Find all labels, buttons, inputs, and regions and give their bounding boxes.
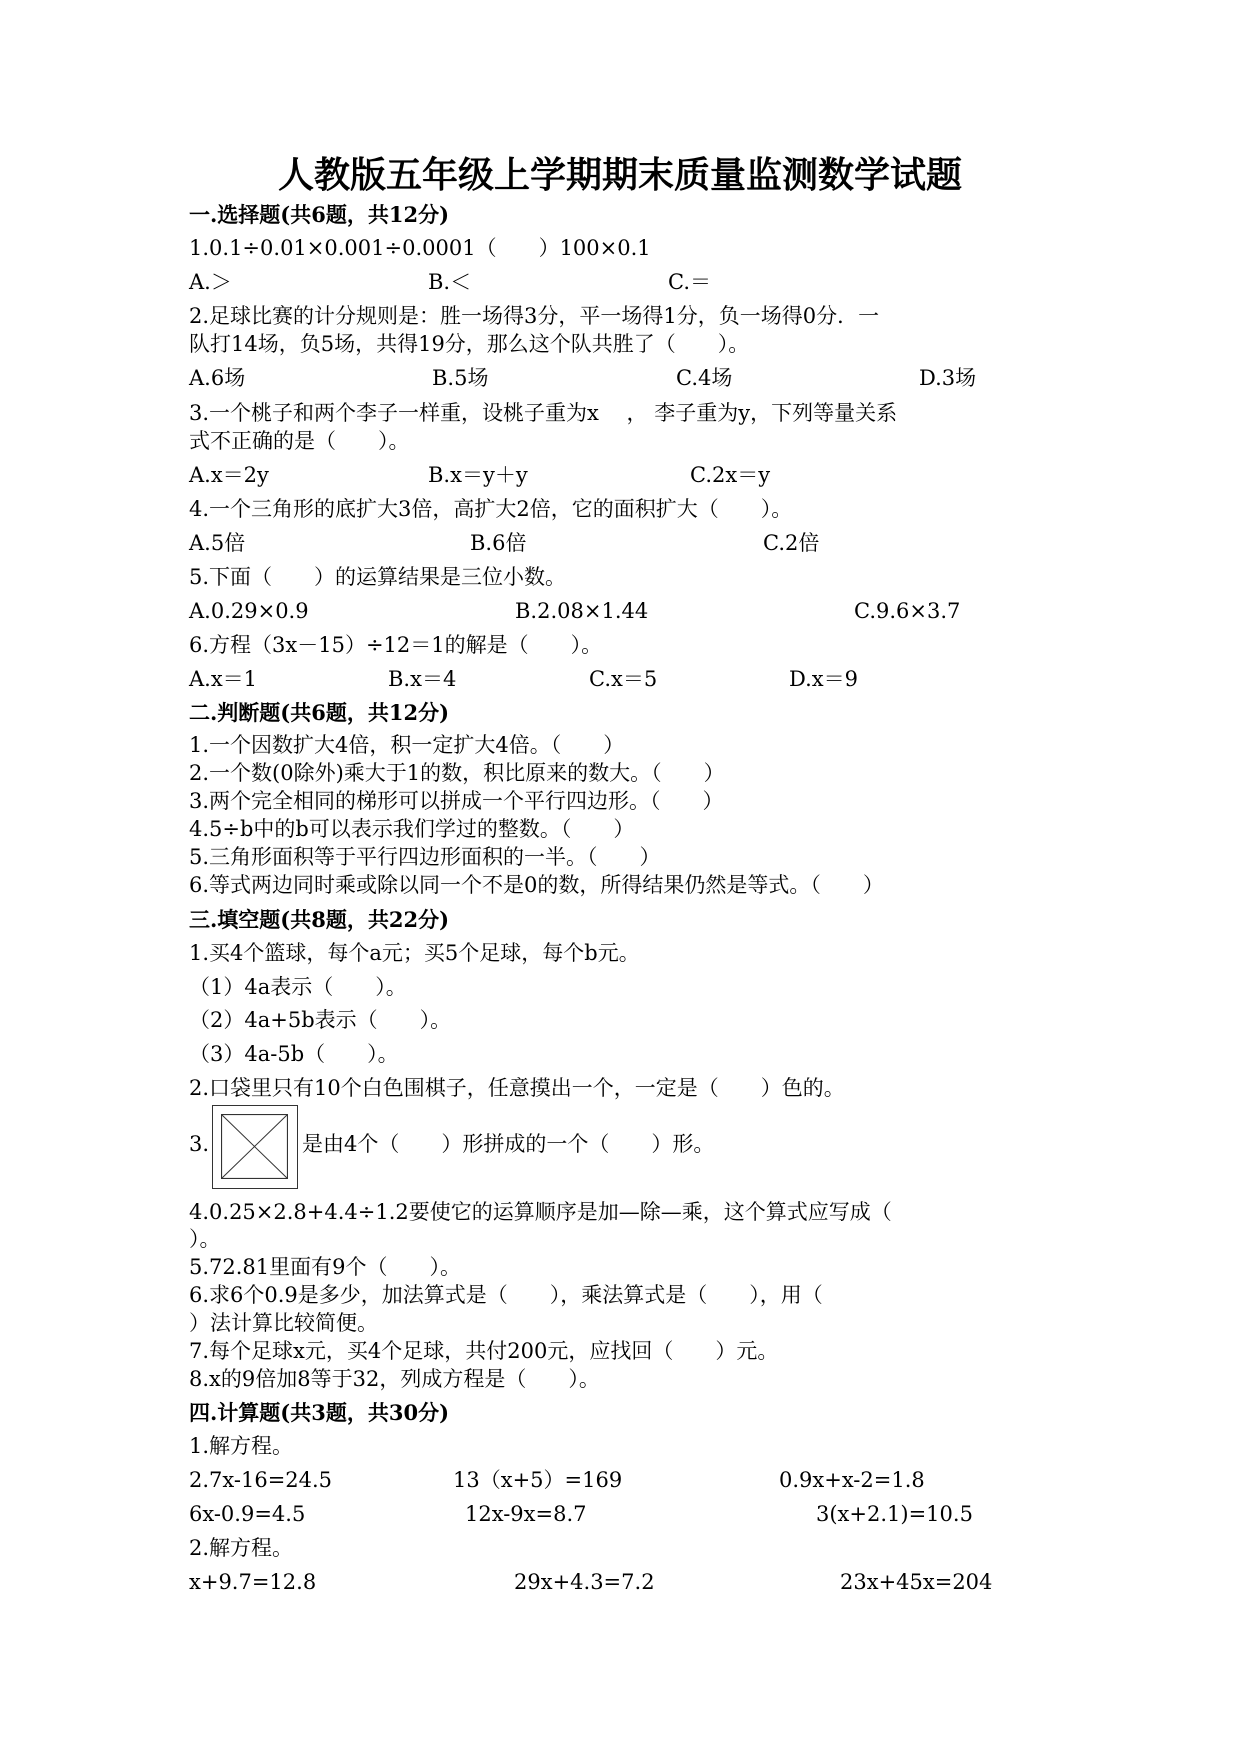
square-figure [212,1105,298,1189]
question-text: 1.解方程。 [189,1434,294,1458]
question-text: 4.一个三角形的底扩大3倍，高扩大2倍，它的面积扩大（ ）。 [189,497,793,521]
option: B.5场 [432,366,489,390]
question-text: 6.方程（3x－15）÷12＝1的解是（ ）。 [189,633,603,657]
option: B.x＝4 [388,667,457,691]
square-diagonals-diagram [221,1114,288,1179]
question-text: 2.解方程。 [189,1536,294,1560]
question-number: 3. [189,1132,210,1156]
question-text: 式不正确的是（ ）。 [189,429,410,453]
question-text: 1.买4个篮球，每个a元；买5个足球，每个b元。 [189,941,640,965]
option: C.4场 [676,366,733,390]
equation: 13（x+5）=169 [453,1468,623,1492]
question-text: 4.0.25×2.8+4.4÷1.2要使它的运算顺序是加—除—乘，这个算式应写成（ [189,1200,892,1224]
option: A.x＝2y [189,463,269,487]
option: A.6场 [189,366,246,390]
question-text: 队打14场，负5场，共得19分，那么这个队共胜了（ ）。 [189,332,750,356]
question-text: 5.下面（ ）的运算结果是三位小数。 [189,565,567,589]
question-text: 6.求6个0.9是多少，加法算式是（ ），乘法算式是（ ），用（ [189,1283,823,1307]
option: A.x＝1 [189,667,258,691]
equation: x+9.7=12.8 [189,1570,317,1594]
equation: 3(x+2.1)=10.5 [816,1502,973,1526]
question-text: ）。 [189,1227,221,1251]
sub-question: （1）4a表示（ ）。 [189,975,407,999]
option: B.x＝y＋y [428,463,528,487]
equation: 23x+45x=204 [840,1570,993,1594]
equation: 29x+4.3=7.2 [514,1570,655,1594]
option: C.2x＝y [690,463,771,487]
judge-item: 6.等式两边同时乘或除以同一个不是0的数，所得结果仍然是等式。（ ） [189,873,884,897]
question-text: 1.0.1÷0.01×0.001÷0.0001（ ）100×0.1 [189,236,651,260]
option: B.6倍 [470,531,527,555]
judge-item: 1.一个因数扩大4倍，积一定扩大4倍。（ ） [189,733,625,757]
section-heading-choice: 一.选择题(共6题，共12分) [189,202,450,227]
section-heading-judge: 二.判断题(共6题，共12分) [189,700,450,725]
judge-item: 4.5÷b中的b可以表示我们学过的整数。（ ） [189,817,635,841]
question-text: 2.口袋里只有10个白色围棋子，任意摸出一个，一定是（ ）色的。 [189,1076,845,1100]
option: C.x＝5 [589,667,658,691]
option: B.＜ [428,270,472,294]
page-title: 人教版五年级上学期期末质量监测数学试题 [277,154,962,196]
question-text: 3.一个桃子和两个李子一样重，设桃子重为x ， 李子重为y，下列等量关系 [189,401,898,425]
option: B.2.08×1.44 [515,599,649,623]
option: C.2倍 [763,531,820,555]
question-text: 2.足球比赛的计分规则是：胜一场得3分，平一场得1分，负一场得0分．一 [189,304,880,328]
equation: 6x-0.9=4.5 [189,1502,306,1526]
section-heading-calc: 四.计算题(共3题，共30分) [189,1400,450,1425]
equation: 12x-9x=8.7 [465,1502,587,1526]
judge-item: 3.两个完全相同的梯形可以拼成一个平行四边形。（ ） [189,789,724,813]
option: D.x＝9 [789,667,858,691]
question-text: 是由4个（ ）形拼成的一个（ ）形。 [302,1132,715,1156]
question-text: ）法计算比较简便。 [189,1311,378,1335]
sub-question: （3）4a-5b（ ）。 [189,1042,399,1066]
judge-item: 5.三角形面积等于平行四边形面积的一半。（ ） [189,845,661,869]
option: D.3场 [919,366,977,390]
question-text: 8.x的9倍加8等于32，列成方程是（ ）。 [189,1367,600,1391]
option: C.9.6×3.7 [854,599,961,623]
option: A.5倍 [189,531,246,555]
judge-item: 2.一个数(0除外)乘大于1的数，积比原来的数大。（ ） [189,761,725,785]
option: C.＝ [668,270,711,294]
sub-question: （2）4a+5b表示（ ）。 [189,1008,452,1032]
question-text: 7.每个足球x元，买4个足球，共付200元，应找回（ ）元。 [189,1339,779,1363]
question-text: 5.72.81里面有9个（ ）。 [189,1255,462,1279]
option: A.0.29×0.9 [189,599,309,623]
equation: 0.9x+x-2=1.8 [779,1468,925,1492]
section-heading-fill: 三.填空题(共8题，共22分) [189,907,450,932]
option: A.＞ [189,270,232,294]
equation: 2.7x-16=24.5 [189,1468,333,1492]
